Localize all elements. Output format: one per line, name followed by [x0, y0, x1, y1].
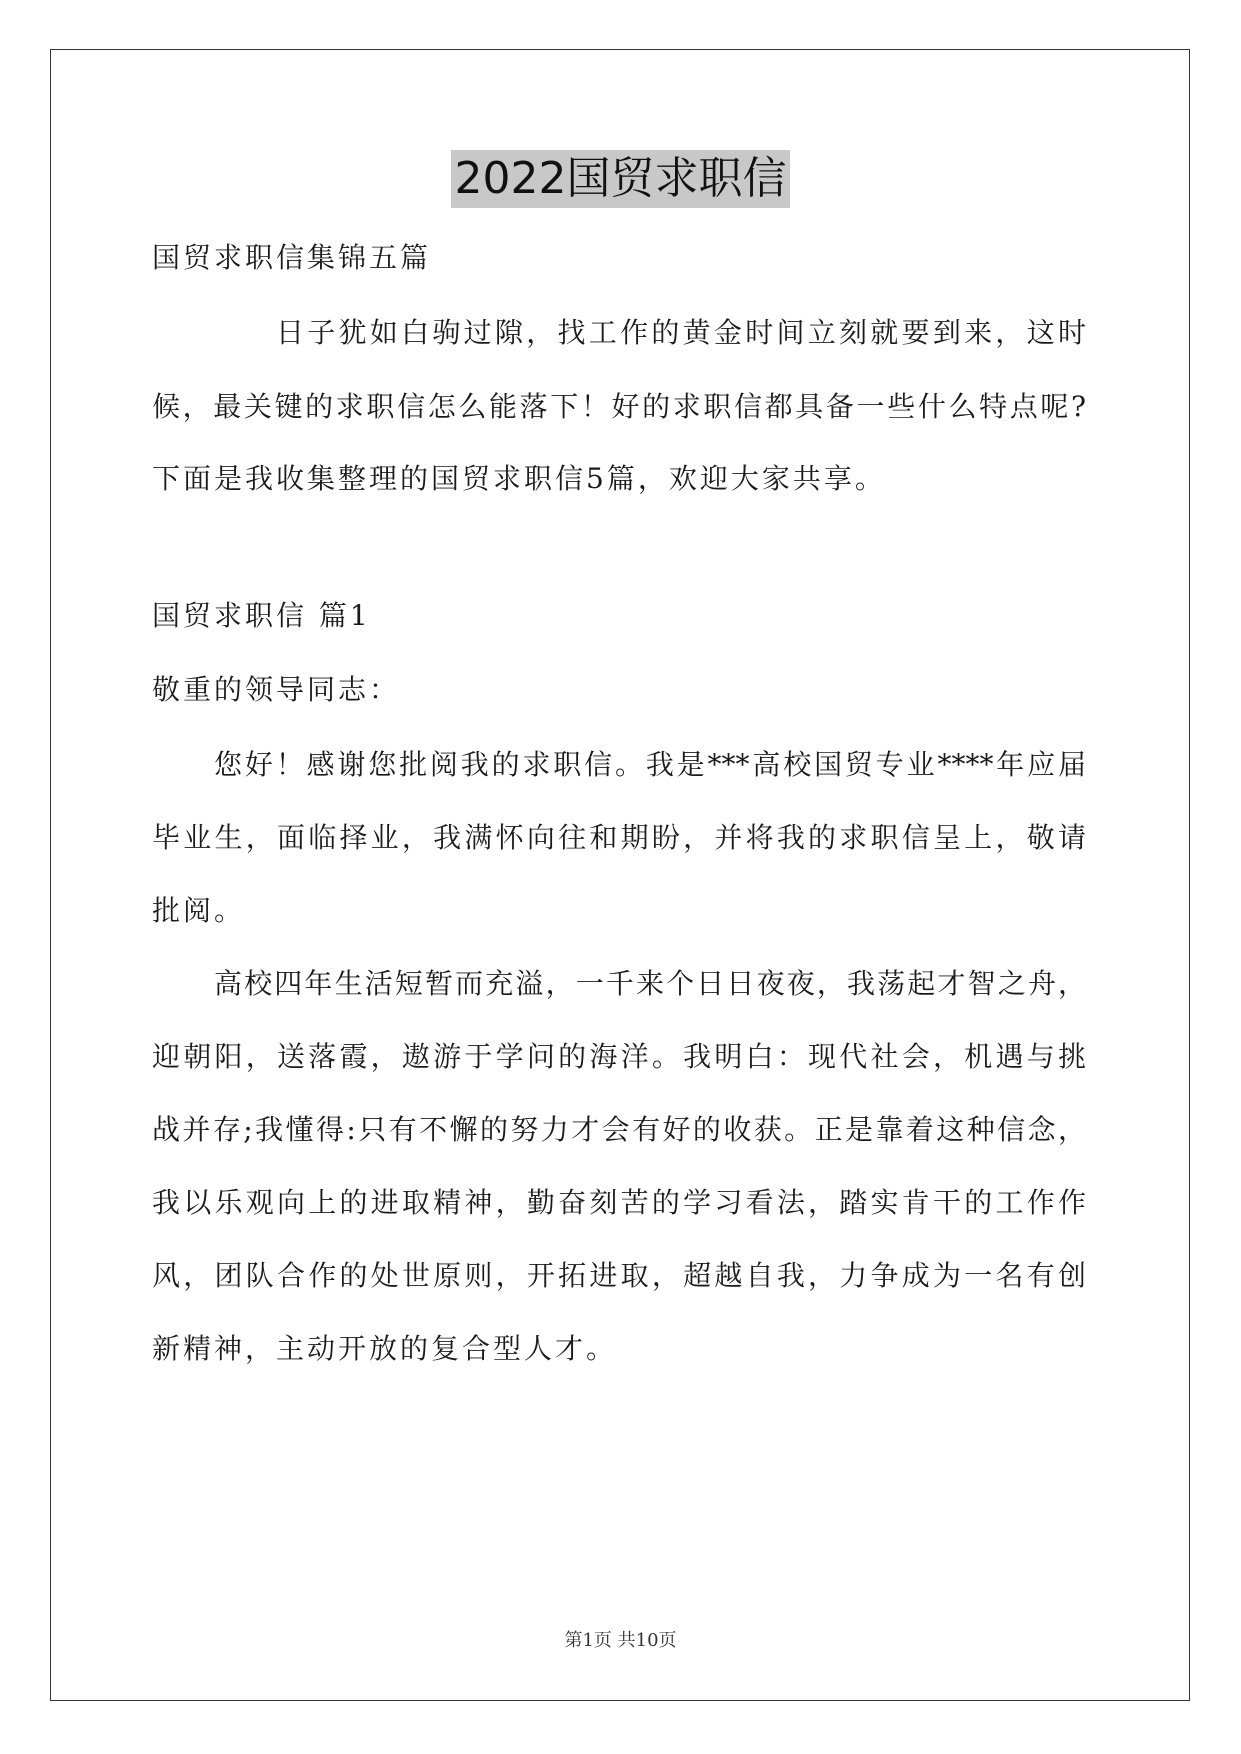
paragraph2-line-4: 我以乐观向上的进取精神，勤奋刻苦的学习看法，踏实肯干的工作作	[152, 1186, 1086, 1219]
subtitle: 国贸求职信集锦五篇	[152, 241, 432, 274]
title-container	[0, 150, 1241, 208]
paragraph2-line-6: 新精神，主动开放的复合型人才。	[152, 1332, 618, 1365]
paragraph2-line-1: 高校四年生活短暂而充溢，一千来个日日夜夜，我荡起才智之舟，	[214, 967, 1086, 1000]
page-border	[50, 49, 1190, 1701]
salutation: 敬重的领导同志：	[152, 673, 401, 706]
paragraph1-line-2: 毕业生，面临择业，我满怀向往和期盼，并将我的求职信呈上，敬请	[152, 821, 1086, 854]
document-title: 2022国贸求职信	[451, 150, 791, 208]
intro-line-1: 日子犹如白驹过隙，找工作的黄金时间立刻就要到来，这时	[276, 316, 1086, 349]
paragraph2-line-5: 风，团队合作的处世原则，开拓进取，超越自我，力争成为一名有创	[152, 1259, 1086, 1292]
intro-line-3: 下面是我收集整理的国贸求职信5篇，欢迎大家共享。	[152, 462, 886, 495]
page-footer: 第1页 共10页	[564, 1630, 677, 1651]
paragraph1-line-3: 批阅。	[152, 894, 246, 927]
paragraph2-line-3: 战并存;我懂得:只有不懈的努力才会有好的收获。正是靠着这种信念，	[152, 1113, 1086, 1146]
paragraph2-line-2: 迎朝阳，送落霞，遨游于学问的海洋。我明白：现代社会，机遇与挑	[152, 1040, 1086, 1073]
paragraph1-line-1: 您好！感谢您批阅我的求职信。我是***高校国贸专业****年应届	[214, 748, 1086, 781]
section-heading: 国贸求职信 篇1	[152, 599, 371, 632]
intro-line-2: 候，最关键的求职信怎么能落下！好的求职信都具备一些什么特点呢?	[152, 390, 1086, 423]
